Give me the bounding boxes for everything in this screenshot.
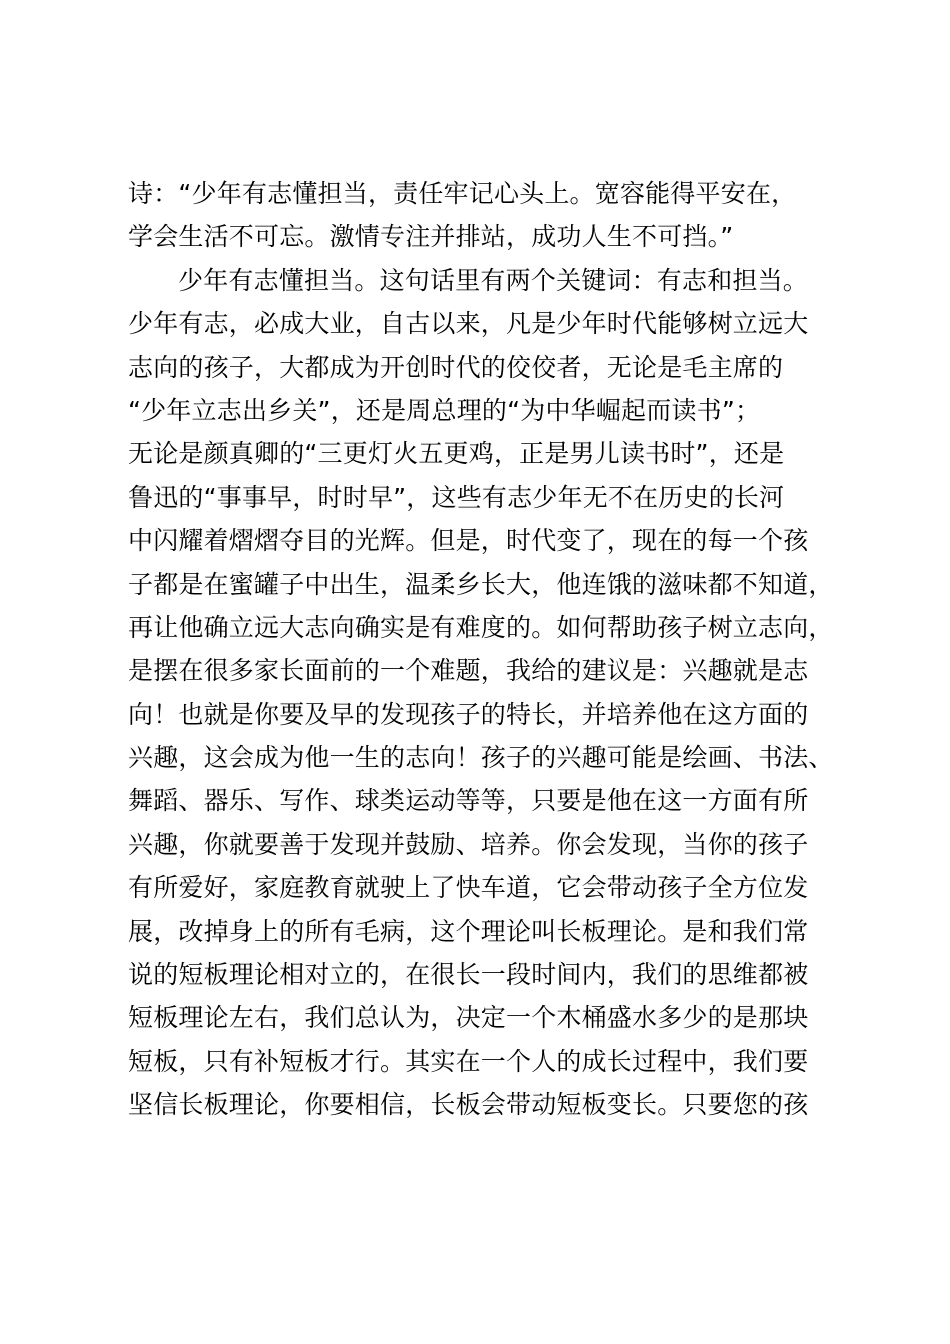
paragraph-line: 鲁迅的“事事早，时时早”，这些有志少年无不在历史的长河 — [128, 482, 785, 512]
paragraph-line: 兴趣，你就要善于发现并鼓励、培养。你会发现，当你的孩子 — [128, 829, 809, 859]
paragraph-line: 无论是颜真卿的“三更灯火五更鸡，正是男儿读书时”，还是 — [128, 439, 785, 469]
paragraph-line: 志向的孩子，大都成为开创时代的佼佼者，无论是毛主席的 — [128, 352, 784, 382]
paragraph-line: “少年立志出乡关”，还是周总理的“为中华崛起而读书”； — [128, 395, 761, 425]
paragraph-line: 再让他确立远大志向确实是有难度的。如何帮助孩子树立志向， — [128, 612, 834, 642]
poem-line-1: 诗：“少年有志懂担当，责任牢记心头上。宽容能得平安在， — [128, 179, 797, 208]
body-text — [128, 172, 838, 1127]
paragraph-line: 有所爱好，家庭教育就驶上了快车道，它会带动孩子全方位发 — [128, 873, 809, 903]
paragraph-line: 中闪耀着熠熠夺目的光辉。但是，时代变了，现在的每一个孩 — [128, 526, 809, 556]
paragraph-line: 是摆在很多家长面前的一个难题，我给的建议是：兴趣就是志 — [128, 656, 809, 686]
poem-line-2: 学会生活不可忘。激情专注并排站，成功人生不可挡。” — [128, 222, 734, 252]
paragraph-line: 坚信长板理论，你要相信，长板会带动短板变长。只要您的孩 — [128, 1090, 809, 1120]
paragraph-line: 向！也就是你要及早的发现孩子的特长，并培养他在这方面的 — [128, 699, 809, 729]
paragraph-line: 展，改掉身上的所有毛病，这个理论叫长板理论。是和我们常 — [128, 916, 809, 946]
paragraph-line: 说的短板理论相对立的，在很长一段时间内，我们的思维都被 — [128, 960, 809, 990]
paragraph-line: 少年有志懂担当。这句话里有两个关键词：有志和担当。 — [178, 265, 809, 295]
paragraph-line: 兴趣，这会成为他一生的志向！孩子的兴趣可能是绘画、书法、 — [128, 743, 834, 773]
paragraph-line: 短板，只有补短板才行。其实在一个人的成长过程中，我们要 — [128, 1046, 809, 1076]
paragraph-line: 子都是在蜜罐子中出生，温柔乡长大，他连饿的滋味都不知道， — [128, 569, 834, 599]
paragraph-line: 短板理论左右，我们总认为，决定一个木桶盛水多少的是那块 — [128, 1003, 809, 1033]
paragraph-line: 少年有志，必成大业，自古以来，凡是少年时代能够树立远大 — [128, 309, 809, 339]
paragraph-line: 舞蹈、器乐、写作、球类运动等等，只要是他在这一方面有所 — [128, 786, 809, 816]
